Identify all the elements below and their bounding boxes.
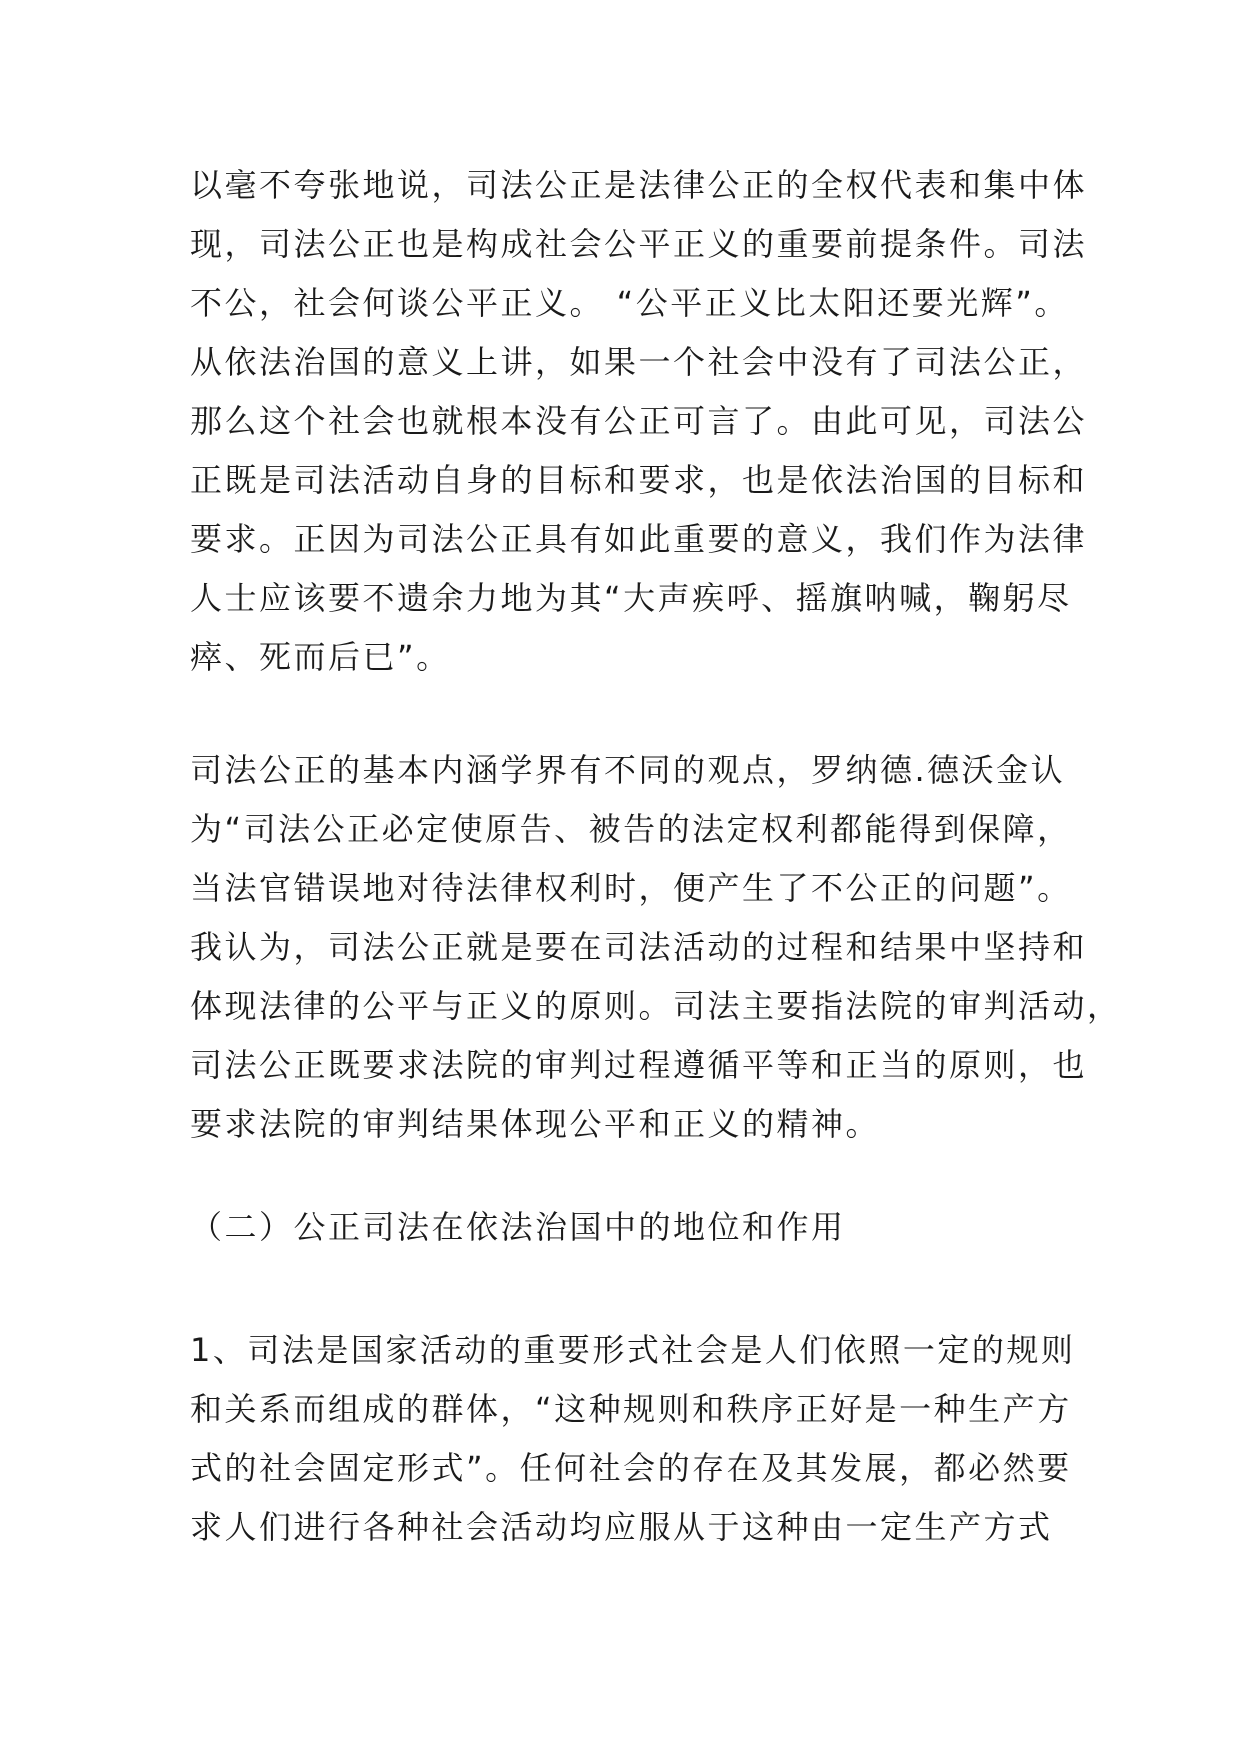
paragraph-line: 正既是司法活动自身的目标和要求，也是依法治国的目标和 (190, 461, 1088, 499)
section-heading (190, 1198, 1070, 1257)
paragraph-line: 瘁、死而后已”。 (190, 638, 451, 676)
paragraph-line: 体现法律的公平与正义的原则。司法主要指法院的审判活动， (190, 987, 1122, 1025)
paragraph-line: 不公，社会何谈公平正义。 “公平正义比太阳还要光辉”。 (190, 284, 1069, 322)
paragraph-line: 为“司法公正必定使原告、被告的法定权利都能得到保障， (190, 810, 1072, 848)
paragraph-judicial-justice-definition (190, 741, 1122, 1154)
paragraph-line: 当法官错误地对待法律权利时，便产生了不公正的问题”。 (190, 869, 1072, 907)
paragraph-line: 求人们进行各种社会活动均应服从于这种由一定生产方式 (190, 1508, 1053, 1546)
paragraph-line: 以毫不夸张地说，司法公正是法律公正的全权代表和集中体 (190, 166, 1088, 204)
paragraph-line: 要求法院的审判结果体现公平和正义的精神。 (190, 1105, 881, 1143)
section-heading-text: （二）公正司法在依法治国中的地位和作用 (190, 1208, 846, 1246)
paragraph-line: 现，司法公正也是构成社会公平正义的重要前提条件。司法 (190, 225, 1088, 263)
paragraph-line: 1、司法是国家活动的重要形式社会是人们依照一定的规则 (190, 1331, 1076, 1369)
paragraph-line: 司法公正既要求法院的审判过程遵循平等和正当的原则，也 (190, 1046, 1088, 1084)
paragraph-judicial-justice-significance (190, 156, 1088, 687)
paragraph-line: 从依法治国的意义上讲，如果一个社会中没有了司法公正， (190, 343, 1088, 381)
paragraph-line: 式的社会固定形式”。任何社会的存在及其发展，都必然要 (190, 1449, 1072, 1487)
paragraph-line: 司法公正的基本内涵学界有不同的观点，罗纳德.德沃金认 (190, 751, 1066, 789)
paragraph-line: 要求。正因为司法公正具有如此重要的意义，我们作为法律 (190, 520, 1088, 558)
paragraph-line: 我认为，司法公正就是要在司法活动的过程和结果中坚持和 (190, 928, 1088, 966)
paragraph-line: 人士应该要不遗余力地为其“大声疾呼、摇旗呐喊，鞠躬尽 (190, 579, 1072, 617)
paragraph-line: 和关系而组成的群体，“这种规则和秩序正好是一种生产方 (190, 1390, 1072, 1428)
paragraph-judiciary-state-activity (190, 1321, 1076, 1557)
paragraph-line: 那么这个社会也就根本没有公正可言了。由此可见，司法公 (190, 402, 1088, 440)
